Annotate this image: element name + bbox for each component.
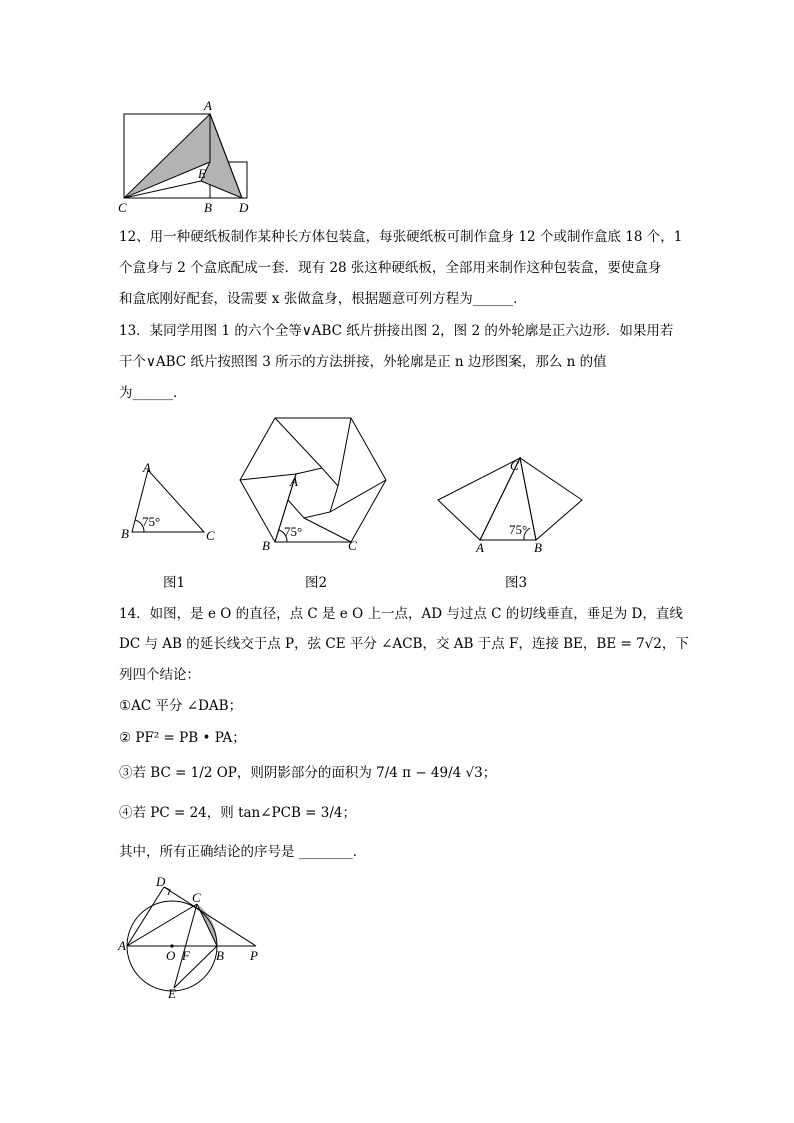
label-B: B [204,200,212,215]
q14-line-2: DC 与 AB 的延长线交于点 P，弦 CE 平分 ∠ACB，交 AB 于点 F，连接 BE，BE = 7√2，下 [119,636,689,652]
figure-top-rectangle [118,98,258,216]
figure-2-caption: 图2 [305,575,328,591]
label-E: E [198,166,206,181]
label-D: D [156,874,166,889]
label-A: A [143,460,151,475]
figure-2-hexagon [238,414,388,554]
q13-line-3: 为______． [119,385,187,401]
q12-line-1: 12、用一种硬纸板制作某种长方体包装盒，每张硬纸板可制作盒身 12 个或制作盒底 18 个，1 [119,229,683,245]
label-C: C [206,528,215,543]
angle-label: 75° [509,522,528,537]
label-B: B [121,526,129,541]
label-A: A [476,540,484,555]
q14-answer-prompt: 其中，所有正确结论的序号是 ________． [119,844,367,860]
label-B: B [216,948,224,963]
label-C: C [192,890,201,905]
q14-conclusion-4: ④若 PC = 24，则 tan∠PCB = 3/4； [119,805,357,821]
q13-line-2: 干个∨ABC 纸片按照图 3 所示的方法拼接，外轮廓是正 n 边形图案，那么 n 的值 [119,354,607,370]
label-A: A [290,474,298,489]
figure-1-caption: 图1 [163,575,186,591]
label-B: B [262,538,270,553]
label-C: C [348,538,357,553]
label-O: O [166,948,176,963]
label-B: B [534,540,542,555]
label-D: D [239,200,249,215]
figure-1-triangle [118,460,218,545]
label-C: C [510,458,519,473]
label-E: E [168,986,176,1001]
q12-line-3: 和盒底刚好配套，设需要 x 张做盒身，根据题意可列方程为______． [119,291,527,307]
label-C: C [118,200,127,215]
figure-3-caption: 图3 [505,575,528,591]
q14-conclusion-2: ② PF² = PB • PA； [119,730,246,746]
angle-label: 75° [284,524,303,539]
figure-q14-circle [118,874,268,999]
q14-line-3: 列四个结论： [119,667,200,683]
label-P: P [250,948,258,963]
label-A: A [118,938,126,953]
q12-line-2: 个盒身与 2 个盒底配成一套．现有 28 张这种硬纸板，全部用来制作这种包装盒，要使盒身 [119,260,662,276]
q14-conclusion-3: ③若 BC = 1/2 OP，则阴影部分的面积为 7/4 π − 49/4 √3； [119,765,497,781]
angle-label: 75° [142,514,161,529]
label-A: A [204,98,212,113]
q14-conclusion-1: ①AC 平分 ∠DAB； [119,698,243,714]
q13-line-1: 13．某同学用图 1 的六个全等∨ABC 纸片拼接出图 2，图 2 的外轮廓是正六边形．如果用若 [119,323,674,339]
label-F: F [182,948,190,963]
figure-3-triangles [436,454,586,554]
q14-line-1: 14．如图，是 e O 的直径，点 C 是 e O 上一点，AD 与过点 C 的切线垂直，垂足为 D，直线 [119,606,683,622]
